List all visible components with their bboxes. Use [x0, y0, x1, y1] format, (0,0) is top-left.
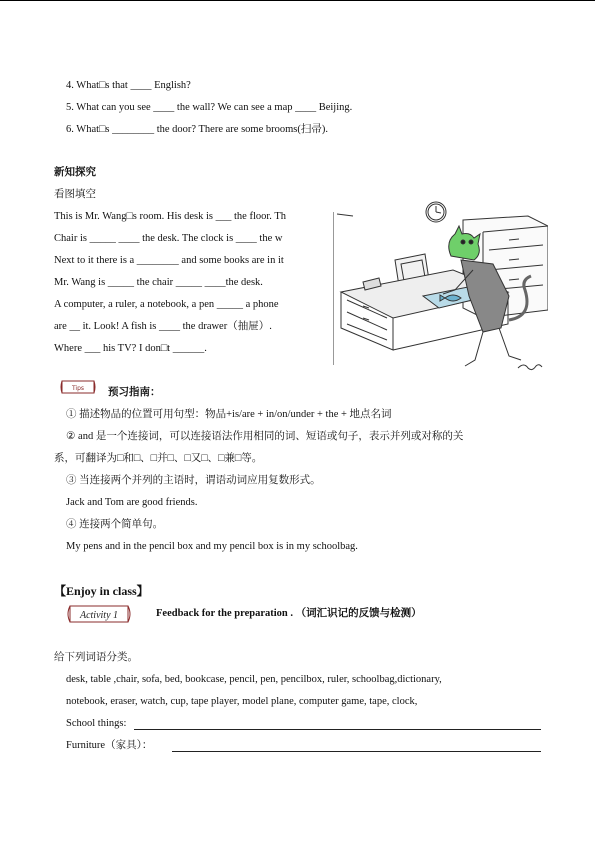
- page-top-rule: [0, 0, 595, 1]
- guide-point-2: ② and 是一个连接词，可以连接语法作用相同的词、短语或句子，表示并列或对称的关: [66, 431, 464, 442]
- guide-example-1: Jack and Tom are good friends.: [66, 497, 198, 508]
- enjoy-heading: 【Enjoy in class】: [54, 584, 149, 598]
- guide-point-1: ① 描述物品的位置可用句型：物品+is/are + in/on/under + the + 地点名词: [66, 409, 392, 420]
- question-4: 4. What□s that ____ English?: [66, 80, 191, 91]
- guide-heading: 预习指南：: [108, 387, 161, 398]
- tips-scroll-icon: [60, 378, 96, 396]
- school-things-label: School things:: [66, 718, 127, 729]
- explore-line-5: A computer, a ruler, a notebook, a pen _____ a phone: [54, 299, 279, 310]
- guide-point-2-cont: 系，可翻译为□和□、□并□、□又□、□兼□等。: [54, 453, 263, 464]
- svg-text:Tips: Tips: [71, 385, 85, 392]
- school-things-answer-line[interactable]: [134, 729, 541, 730]
- question-6: 6. What□s ________ the door? There are some brooms(扫帚).: [66, 124, 328, 135]
- guide-point-4: ④ 连接两个简单句。: [66, 519, 164, 530]
- explore-heading: 新知探究: [54, 167, 96, 178]
- explore-line-6: are __ it. Look! A fish is ____ the drawer（抽屉）.: [54, 321, 272, 332]
- explore-subheading: 看图填空: [54, 189, 96, 200]
- question-5: 5. What can you see ____ the wall? We can see a map ____ Beijing.: [66, 102, 353, 113]
- explore-line-7: Where ___ his TV? I don□t ______.: [54, 343, 207, 354]
- activity-title: Feedback for the preparation . （词汇识记的反馈与检测）: [156, 608, 422, 619]
- explore-line-4: Mr. Wang is _____ the chair _____ ____the desk.: [54, 277, 263, 288]
- svg-text:Activity 1: Activity 1: [79, 610, 119, 621]
- furniture-label: Furniture（家具）：: [66, 740, 153, 751]
- explore-line-3: Next to it there is a ________ and some books are in it: [54, 255, 284, 266]
- explore-line-2: Chair is _____ ____ the desk. The clock is ____ the w: [54, 233, 283, 244]
- word-list-1: desk, table ,chair, sofa, bed, bookcase, pencil, pen, pencilbox, ruler, schoolbag,dictionary,: [66, 674, 442, 685]
- furniture-answer-line[interactable]: [172, 751, 541, 752]
- word-list-2: notebook, eraser, watch, cup, tape player, model plane, computer game, tape, clock,: [66, 696, 418, 707]
- explore-line-1: This is Mr. Wang□s room. His desk is ___ the floor. Th: [54, 211, 287, 222]
- guide-example-2: My pens and in the pencil box and my pencil box is in my schoolbag.: [66, 541, 358, 552]
- guide-point-3: ③ 当连接两个并列的主语时，谓语动词应用复数形式。: [66, 475, 321, 486]
- office-cat-illustration: [333, 200, 548, 378]
- classify-instruction: 给下列词语分类。: [54, 652, 138, 663]
- activity-badge-icon: [66, 604, 132, 624]
